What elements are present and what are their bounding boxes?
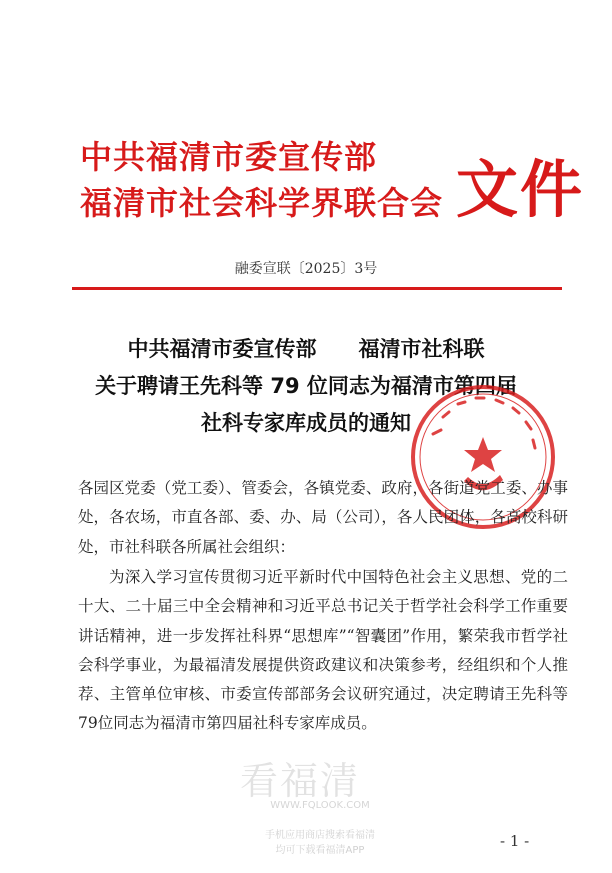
title-line-3: 社科专家库成员的通知 <box>201 411 411 435</box>
red-divider <box>72 287 562 290</box>
watermark-logo: 看福清 <box>240 759 361 803</box>
masthead-line-2: 福清市社会科学界联合会 <box>80 184 444 222</box>
page-number: - 1 - <box>500 832 530 850</box>
watermark-line-2: 均可下载看福清APP <box>275 845 365 856</box>
document-number: 融委宣联〔2025〕3号 <box>234 261 378 277</box>
watermark-line-1: 手机应用商店搜索看福清 <box>265 830 375 841</box>
body-paragraph-1: 为深入学习宣传贯彻习近平新时代中国特色社会主义思想、党的二十大、二十届三中全会精神和习近平总书记关于哲学社会科学工作重要讲话精神，进一步发挥社科界“思想库”“智囊团”作用，繁荣我市哲学社会科学事业，为最福清发展提供资政建议和决策参考，经组织和个人推荐、主管单位审核、市委宣传部部务会议研究通过，决定聘请王先科等79位同志为福清市第四届社科专家库成员。 <box>78 568 568 733</box>
masthead-line-1: 中共福清市委宣传部 <box>80 138 378 176</box>
masthead-wenjian: 文件 <box>456 153 585 226</box>
title-line-1: 中共福清市委宣传部 福清市社科联 <box>127 337 485 361</box>
watermark-url: WWW.FQLOOK.COM <box>270 800 370 811</box>
title-line-2: 关于聘请王先科等 79 位同志为福清市第四届 <box>95 374 517 398</box>
addressee: 各园区党委（党工委）、管委会，各镇党委、政府，各街道党工委、办事处，各农场，市直各部、委、办、局（公司），各人民团体，各高校科研处，市社科联各所属社会组织： <box>78 479 568 556</box>
